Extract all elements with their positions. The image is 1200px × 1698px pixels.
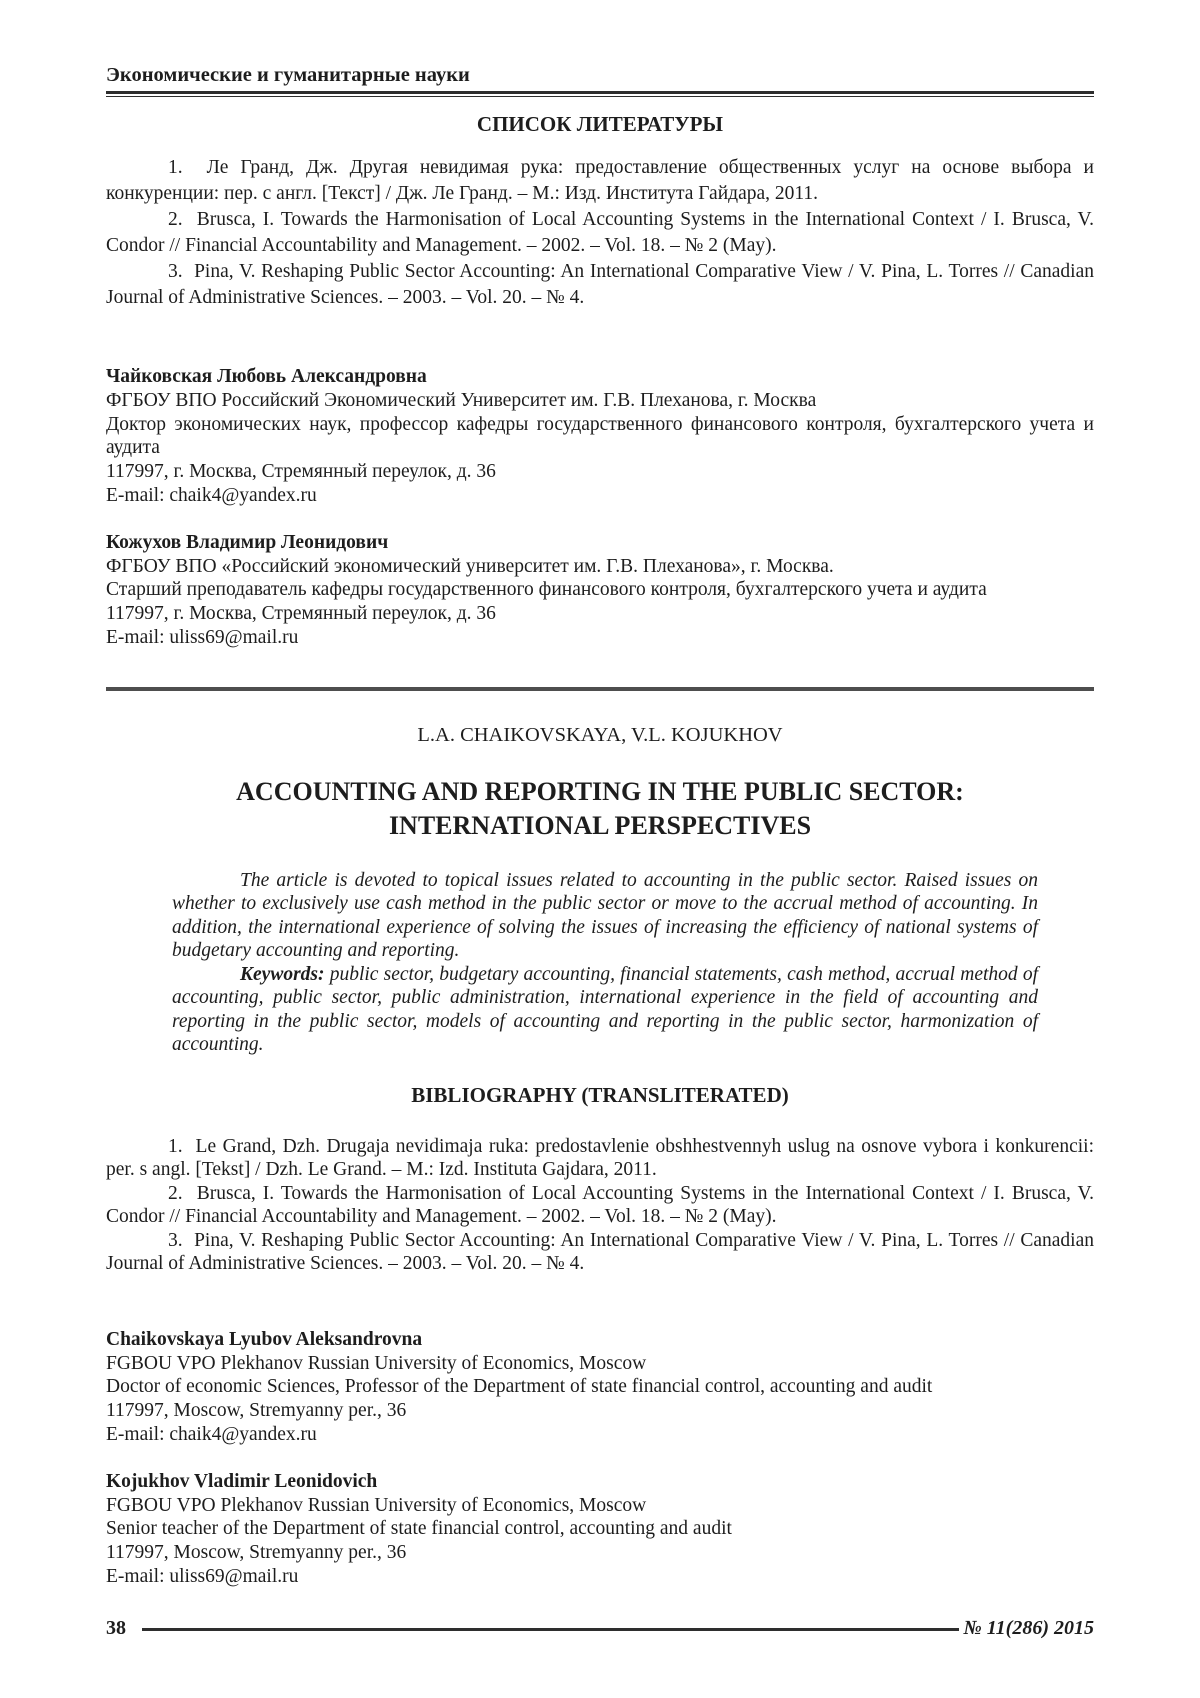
bibliography-ru-list <box>106 155 1094 311</box>
authors-info-ru <box>106 365 1094 650</box>
keywords-label: Keywords: <box>240 963 325 985</box>
bibliography-translit-heading: BIBLIOGRAPHY (TRANSLITERATED) <box>411 1082 789 1107</box>
author-name: Чайковская Любовь Александровна <box>106 366 427 387</box>
bibliography-ru-heading: СПИСОК ЛИТЕРАТУРЫ <box>476 112 724 136</box>
author-address: 117997, Moscow, Stremyanny per., 36 <box>106 1400 407 1422</box>
author-position: Senior teacher of the Department of state financial control, accounting and audit <box>106 1518 732 1540</box>
article-title-line2: INTERNATIONAL PERSPECTIVES <box>388 810 812 840</box>
section-divider <box>106 687 1094 691</box>
journal-header-title: Экономические и гуманитарные науки <box>106 64 470 86</box>
footer-issue-label: № 11(286) 2015 <box>963 1616 1094 1639</box>
header-rule-bottom <box>106 96 1094 98</box>
author-affiliation: FGBOU VPO Plekhanov Russian University of Economics, Moscow <box>106 1352 647 1374</box>
author-block <box>106 1470 1094 1589</box>
reference-item: 1. Le Grand, Dzh. Drugaja nevidimaja ruka: predostavlenie obshhestvennyh uslug na osnove vybora i konkurencii: per. s angl. [Tekst] / Dzh. Le Grand. – M.: Izd. Instituta Gajdara, 2011. <box>106 1135 1094 1181</box>
reference-item: 1. Ле Гранд, Дж. Другая невидимая рука: предоставление общественных услуг на основе выбора и конкуренции: пер. с англ. [Текст] / Дж. Ле Гранд. – М.: Изд. Института Гайдара, 2011. <box>106 157 1094 204</box>
author-email: E-mail: chaik4@yandex.ru <box>106 1423 317 1445</box>
footer-rule <box>142 1628 959 1631</box>
author-name: Chaikovskaya Lyubov Aleksandrovna <box>106 1328 423 1350</box>
article-title-line1: ACCOUNTING AND REPORTING IN THE PUBLIC SECTOR: <box>236 776 964 806</box>
author-affiliation: ФГБОУ ВПО Российский Экономический Университет им. Г.В. Плеханова, г. Москва <box>106 389 817 411</box>
author-position: Doctor of economic Sciences, Professor of the Department of state financial control, accounting and audit <box>106 1376 933 1398</box>
reference-item: 3. Pina, V. Reshaping Public Sector Accounting: An International Comparative View / V. Pina, L. Torres // Canadian Journal of Administrative Sciences. – 2003. – Vol. 20. – № 4. <box>106 261 1094 308</box>
abstract-text: The article is devoted to topical issues related to accounting in the public sector. Raised issues on whether to exclusively use cash method in the public sector or move to the accrual method of accounting. In addition, the international experience of solving the issues of increasing the efficiency of national systems of budgetary accounting and reporting. <box>172 869 1038 962</box>
article-title <box>106 775 1094 843</box>
article-authors-line: L.A. CHAIKOVSKAYA, V.L. KOJUKHOV <box>417 723 783 746</box>
bibliography-translit-list <box>106 1135 1094 1276</box>
abstract-block <box>172 869 1038 1057</box>
author-email: E-mail: chaik4@yandex.ru <box>106 484 317 506</box>
author-position: Старший преподаватель кафедры государственного финансового контроля, бухгалтерского учета и аудита <box>106 579 987 601</box>
author-address: 117997, г. Москва, Стремянный переулок, д. 36 <box>106 461 496 483</box>
header-rule-top <box>106 91 1094 94</box>
author-block <box>106 365 1094 508</box>
page-footer <box>106 1615 1094 1641</box>
author-address: 117997, г. Москва, Стремянный переулок, д. 36 <box>106 603 496 625</box>
keywords-text: public sector, budgetary accounting, financial statements, cash method, accrual method of accounting, public sector, public administration, international experience in the field of accounting and reporting in the public sector, models of accounting and reporting in the public sector, harmonization of accounting. <box>172 963 1039 1056</box>
reference-item: 2. Brusca, I. Towards the Harmonisation of Local Accounting Systems in the International Context / I. Brusca, V. Condor // Financial Accountability and Management. – 2002. – Vol. 18. – № 2 (May). <box>106 209 1094 256</box>
author-position: Доктор экономических наук, профессор кафедры государственного финансового контроля, бухгалтерского учета и аудита <box>106 413 1094 459</box>
reference-item: 3. Pina, V. Reshaping Public Sector Accounting: An International Comparative View / V. Pina, L. Torres // Canadian Journal of Administrative Sciences. – 2003. – Vol. 20. – № 4. <box>106 1229 1094 1275</box>
author-block <box>106 1328 1094 1447</box>
authors-info-en <box>106 1328 1094 1589</box>
author-name: Kojukhov Vladimir Leonidovich <box>106 1470 378 1492</box>
running-head <box>106 62 1094 97</box>
author-affiliation: ФГБОУ ВПО «Российский экономический университет им. Г.В. Плеханова», г. Москва. <box>106 555 834 577</box>
keywords-paragraph <box>172 963 1038 1057</box>
author-address: 117997, Moscow, Stremyanny per., 36 <box>106 1542 407 1564</box>
author-email: E-mail: uliss69@mail.ru <box>106 1565 299 1587</box>
author-affiliation: FGBOU VPO Plekhanov Russian University of Economics, Moscow <box>106 1494 647 1516</box>
footer-page-number: 38 <box>106 1616 126 1639</box>
author-name: Кожухов Владимир Леонидович <box>106 531 389 553</box>
author-email: E-mail: uliss69@mail.ru <box>106 626 299 648</box>
reference-item: 2. Brusca, I. Towards the Harmonisation of Local Accounting Systems in the International Context / I. Brusca, V. Condor // Financial Accountability and Management. – 2002. – Vol. 18. – № 2 (May). <box>106 1182 1094 1228</box>
author-block <box>106 531 1094 650</box>
